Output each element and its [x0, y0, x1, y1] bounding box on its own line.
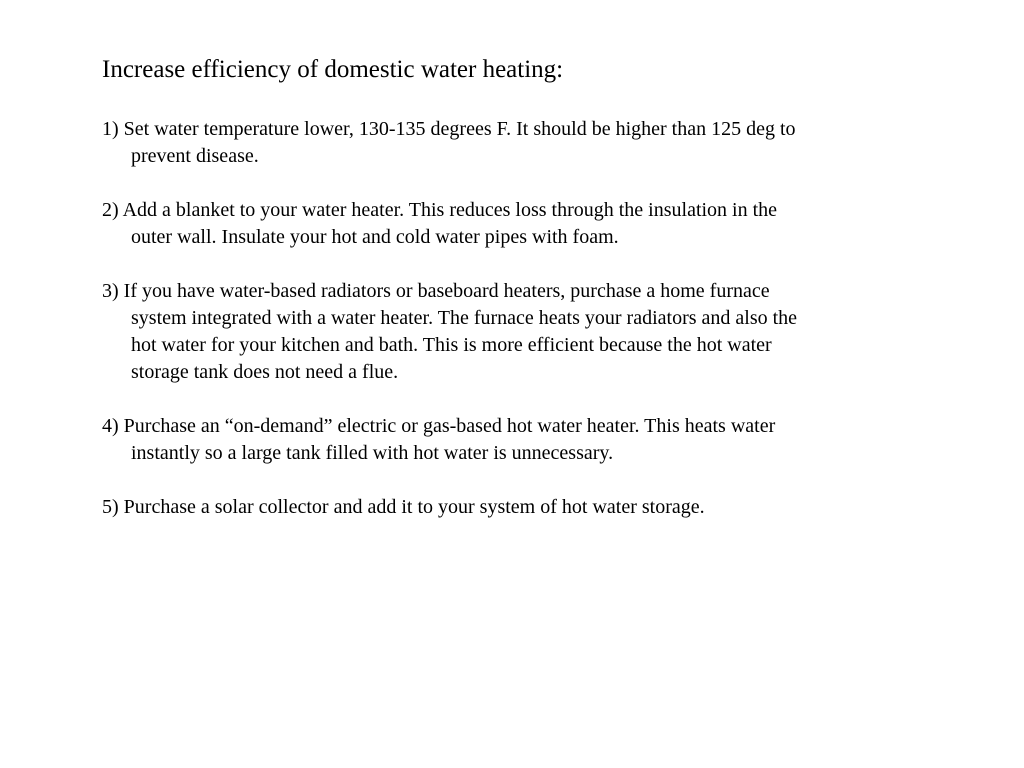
item-number: 1): [102, 118, 124, 140]
item-text: Purchase a solar collector and add it to your system of hot water storage.: [123, 496, 705, 518]
item-number: 5): [102, 496, 124, 518]
item-text: Purchase an “on-demand” electric or gas-based hot water heater. This heats water instantly so a large tank filled with hot water is unnecessary.: [123, 415, 781, 464]
list-item: [102, 494, 802, 521]
item-number: 2): [102, 199, 123, 221]
list-item: [102, 116, 802, 170]
tips-list: [102, 116, 802, 548]
item-number: 4): [102, 415, 124, 437]
list-item: [102, 278, 802, 386]
list-item: [102, 413, 802, 467]
item-text: Set water temperature lower, 130-135 degrees F. It should be higher than 125 deg to prevent disease.: [123, 118, 801, 167]
slide-title: Increase efficiency of domestic water heating:: [102, 56, 564, 83]
list-item: [102, 197, 802, 251]
item-text: If you have water-based radiators or baseboard heaters, purchase a home furnace system integrated with a water heater. The furnace heats your radiators and also the hot water for your kitchen and bath. This is more efficient because the hot water storage tank does not need a flue.: [123, 280, 803, 383]
item-number: 3): [102, 280, 124, 302]
item-text: Add a blanket to your water heater. This reduces loss through the insulation in the outer wall. Insulate your hot and cold water pipes with foam.: [122, 199, 783, 248]
